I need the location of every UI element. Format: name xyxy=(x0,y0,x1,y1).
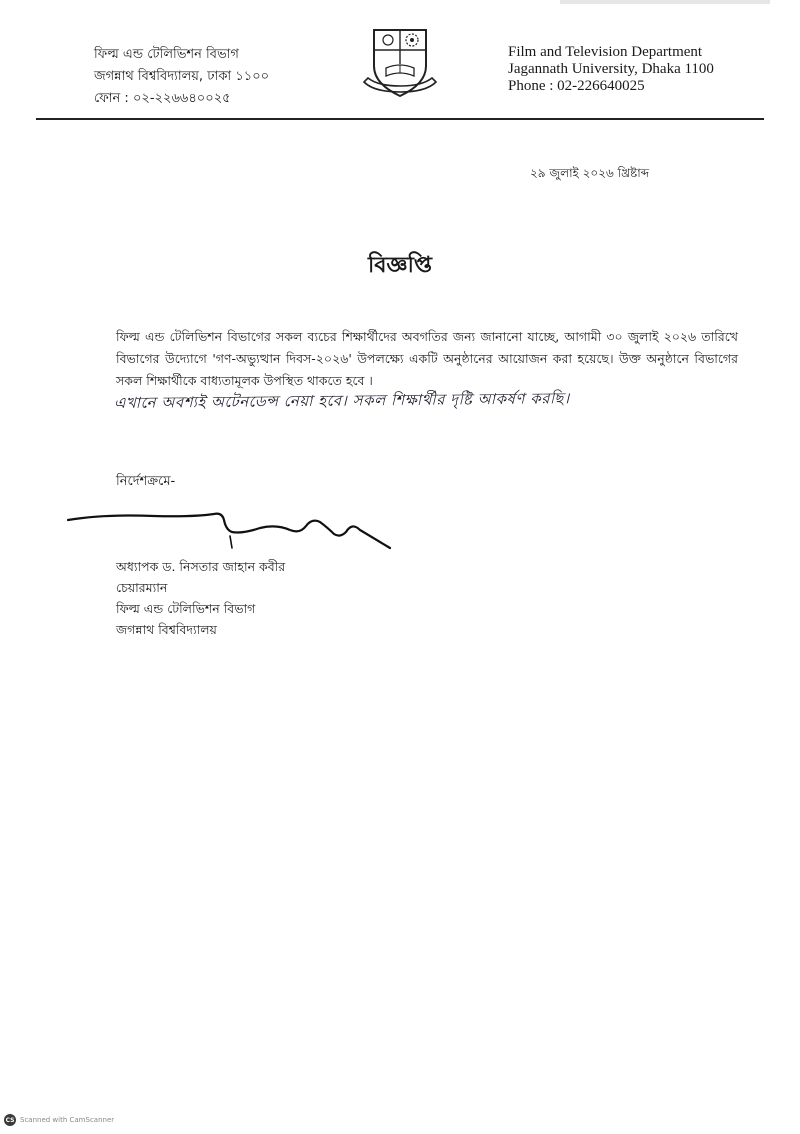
signer-role: চেয়ারম্যান xyxy=(116,580,168,595)
scan-smudge xyxy=(560,0,770,4)
camscanner-icon: CS xyxy=(4,1114,16,1126)
order-label: নির্দেশক্রমে- xyxy=(116,474,176,489)
header-english xyxy=(508,44,768,95)
university-address-en: Jagannath University, Dhaka 1100 xyxy=(508,61,714,77)
signer-name: অধ্যাপক ড. নিসতার জাহান কবীর xyxy=(116,559,286,574)
scanner-text: Scanned with CamScanner xyxy=(20,1116,115,1124)
header-divider xyxy=(36,118,764,120)
signature xyxy=(64,508,404,552)
signer-block xyxy=(116,556,285,640)
notice-title: বিজ্ঞপ্তি xyxy=(368,253,432,278)
notice-date: ২৯ জুলাই ২০২৬ খ্রিষ্টাব্দ xyxy=(530,166,650,180)
department-name-en: Film and Television Department xyxy=(508,44,703,60)
department-name-bn: ফিল্ম এন্ড টেলিভিশন বিভাগ xyxy=(94,47,239,62)
university-logo xyxy=(360,26,440,100)
phone-bn: ফোন : ০২-২২৬৬৪০০২৫ xyxy=(94,91,231,106)
notice-body: ফিল্ম এন্ড টেলিভিশন বিভাগের সকল ব্যচের শিক্ষার্থীদের অবগতির জন্য জানানো যাচ্ছে, আগামী ৩০ জুলাই ২০২৬ তারিখে বিভাগের উদ্যোগে 'গণ-অভ্যুত্থান দিবস-২০২৬' উপলক্ষ্যে একটি অনুষ্ঠানের আয়োজন করা হয়েছে। উক্ত অনুষ্ঠানে বিভাগের সকল শিক্ষার্থীকে বাধ্যতামূলক উপস্থিত থাকতে হবে । xyxy=(116,329,738,388)
phone-en: Phone : 02-226640025 xyxy=(508,78,645,94)
header-bangla xyxy=(94,44,364,110)
signer-university: জগন্নাথ বিশ্ববিদ্যালয় xyxy=(116,622,217,637)
handwritten-note: এখানে অবশ্যই অটেনডেন্স নেয়া হবে। সকল শিক্ষার্থীর দৃষ্টি আকর্ষণ করছি। xyxy=(113,389,570,412)
university-address-bn: জগন্নাথ বিশ্ববিদ্যালয়, ঢাকা ১১০০ xyxy=(94,69,270,84)
signer-department: ফিল্ম এন্ড টেলিভিশন বিভাগ xyxy=(116,601,256,616)
scanner-watermark xyxy=(4,1114,114,1126)
